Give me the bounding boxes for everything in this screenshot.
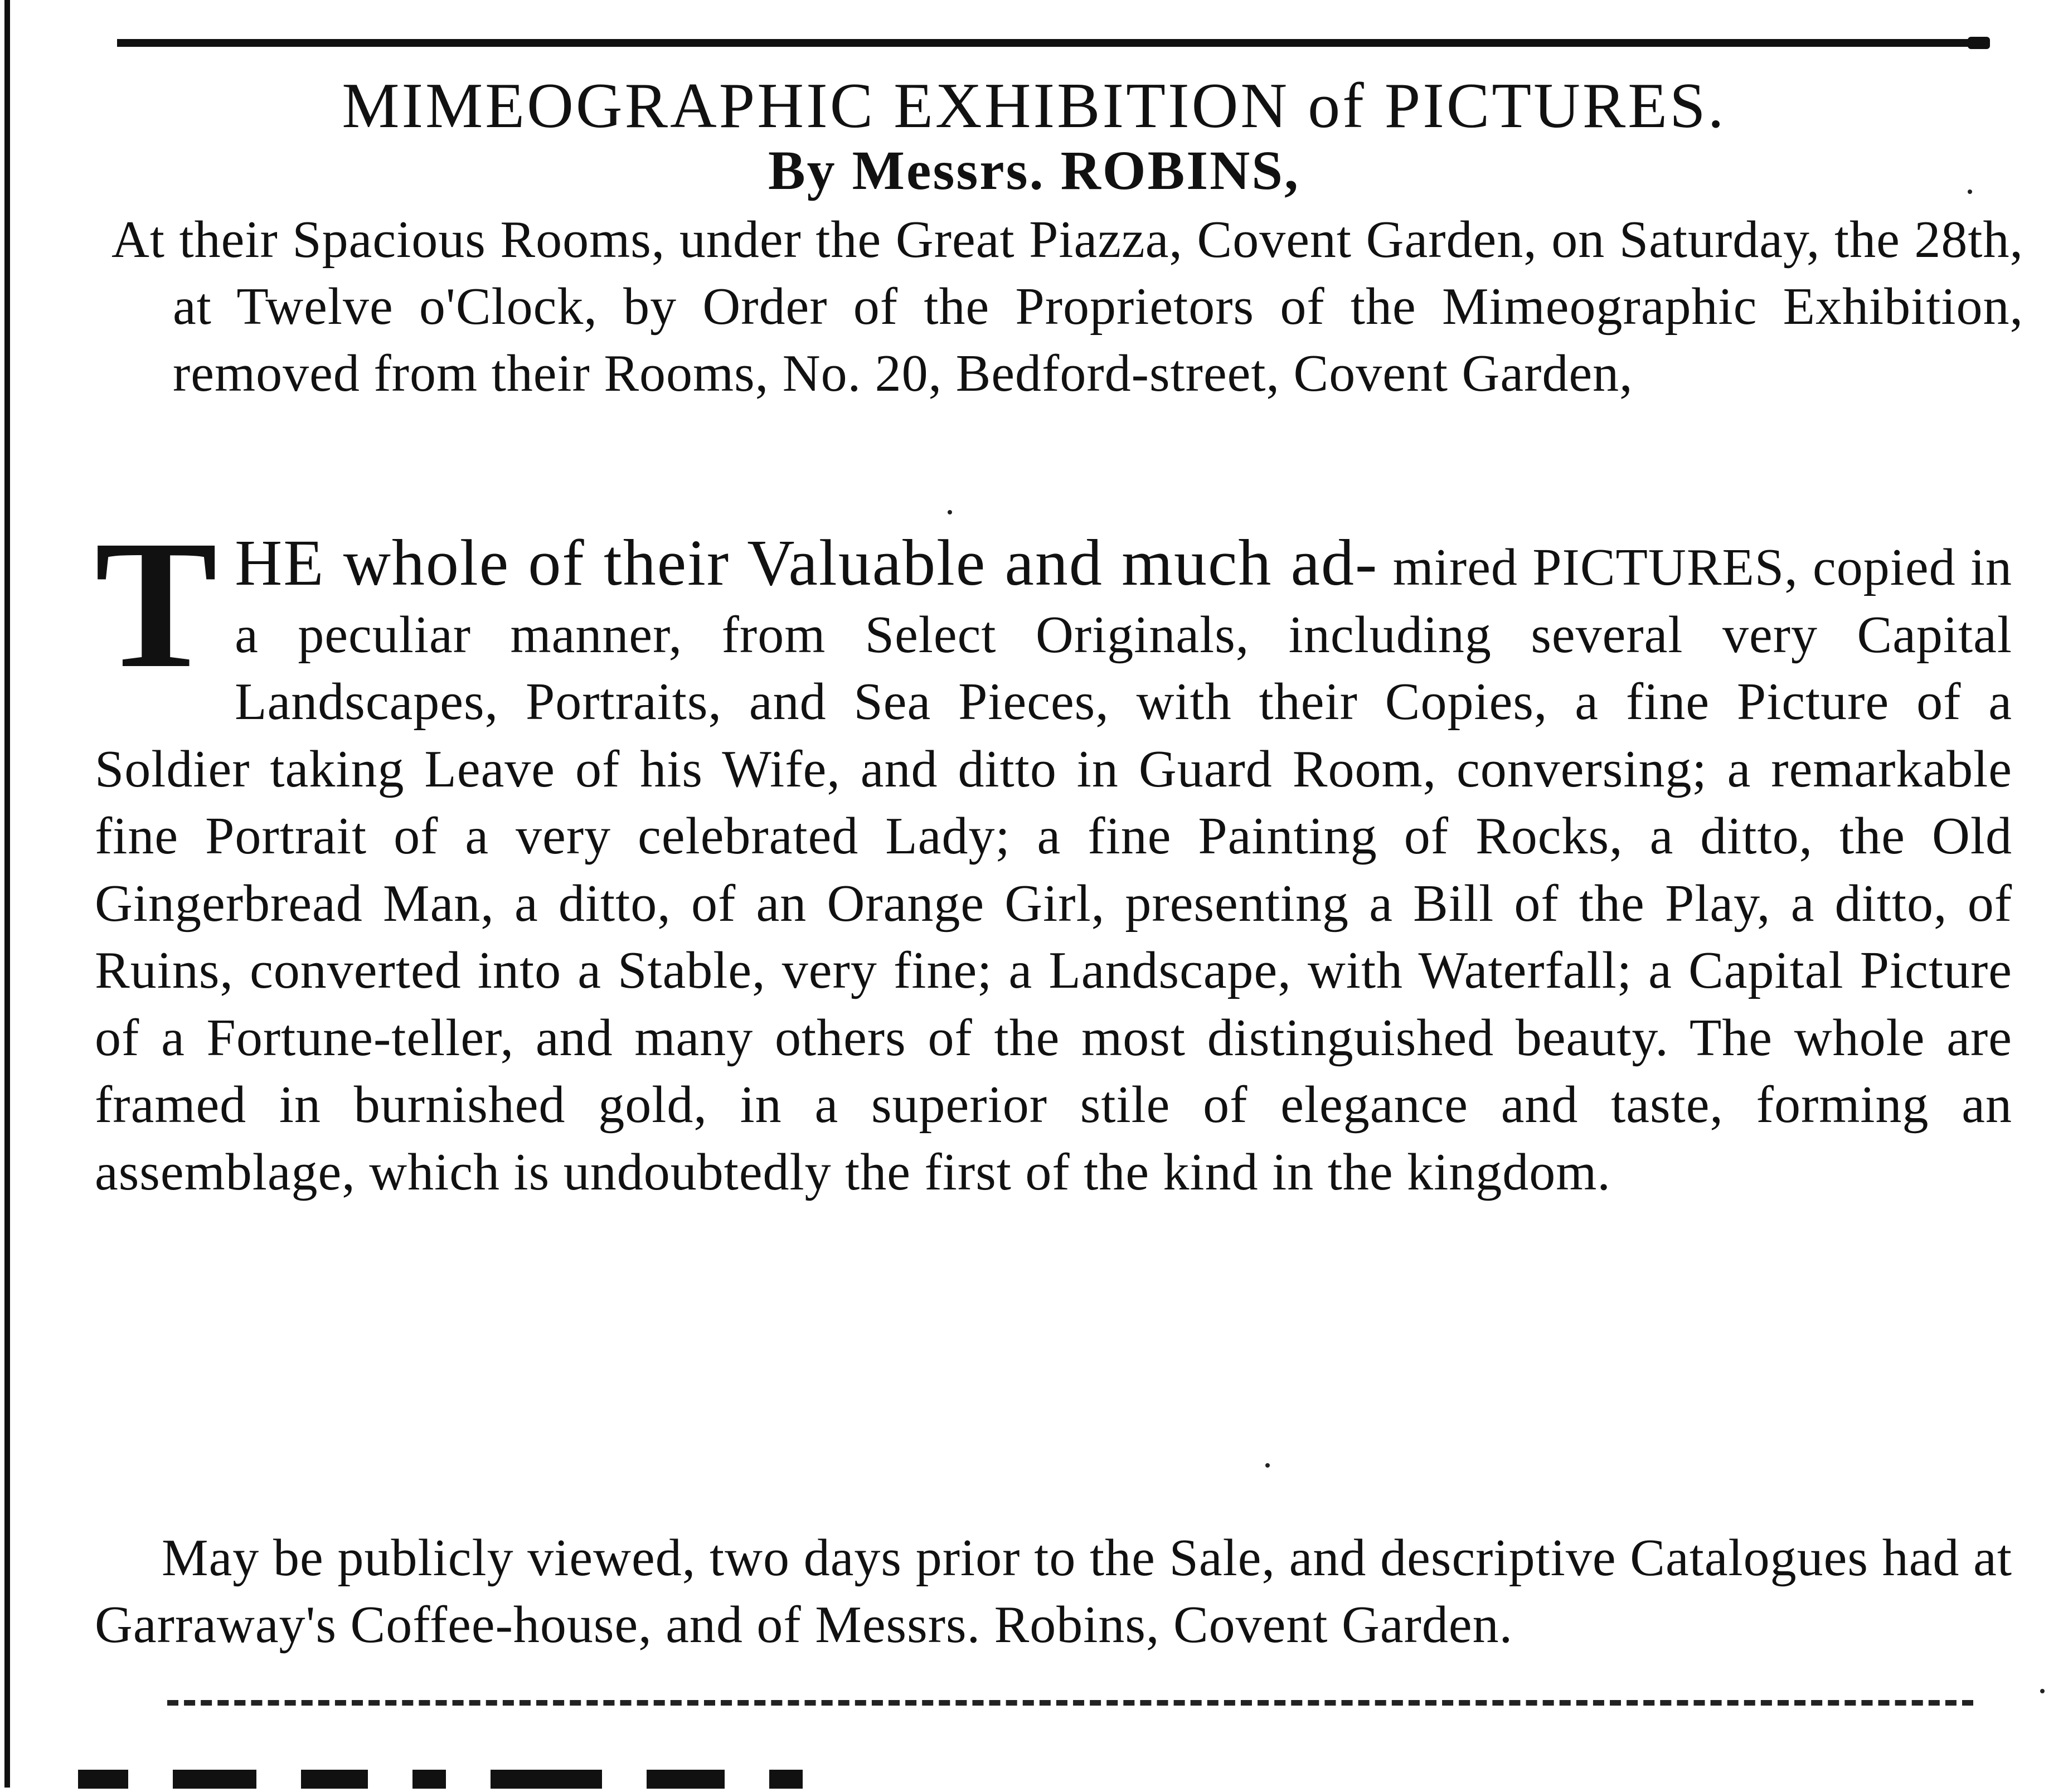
bottom-rule — [167, 1700, 1973, 1706]
column-rule-left — [4, 0, 10, 1788]
advert-venue: At their Spacious Rooms, under the Great Piazza, Covent Garden, on Saturday, the 28th, at Twelve o'Clock, by Order of the Proprietors of the Mimeographic Exhibition, removed from their Rooms, No. 20, Bedford-street, Covent Garden, — [111, 211, 2023, 402]
lead-line: HE whole of their Valuable and much ad- — [235, 526, 1378, 599]
top-rule — [117, 39, 1979, 47]
print-speck — [2040, 1689, 2045, 1693]
body-text: mired PICTURES, copied in a peculiar manner, from Select Originals, including several very Capital Landscapes, Portraits, and Sea Pieces, with their Copies, a fine Picture of a Soldier taking Leave of his Wife, and ditto in Guard Room, conversing; a remarkable fine Portrait of a very celebrated Lady; a fine Painting of Rocks, a ditto, the Old Gingerbread Man, a ditto, of an Orange Girl, presenting a Bill of the Play, a ditto, of Ruins, converted into a Stable, very fine; a Landscape, with Waterfall; a Capital Picture of a Fortune-teller, and many others of the most distinguished beauty. The whole are framed in burnished gold, in a superior stile of elegance and taste, forming an assemblage, which is undoubtedly the first of the kind in the kingdom. — [95, 538, 2012, 1201]
print-speck — [1265, 1463, 1270, 1468]
print-speck — [948, 510, 952, 514]
advert-body — [95, 503, 2012, 1206]
viewing-notice: May be publicly viewed, two days prior to the Sale, and descriptive Catalogues had at Garraway's Coffee-house, and of Messrs. Robins, Covent Garden. — [95, 1529, 2012, 1654]
next-advert-cutoff — [78, 1770, 1583, 1792]
drop-cap: T — [95, 503, 219, 706]
advert-title: MIMEOGRAPHIC EXHIBITION of PICTURES. — [342, 70, 1726, 142]
advert-byline: By Messrs. ROBINS, — [768, 139, 1300, 201]
print-speck — [1968, 190, 1972, 194]
